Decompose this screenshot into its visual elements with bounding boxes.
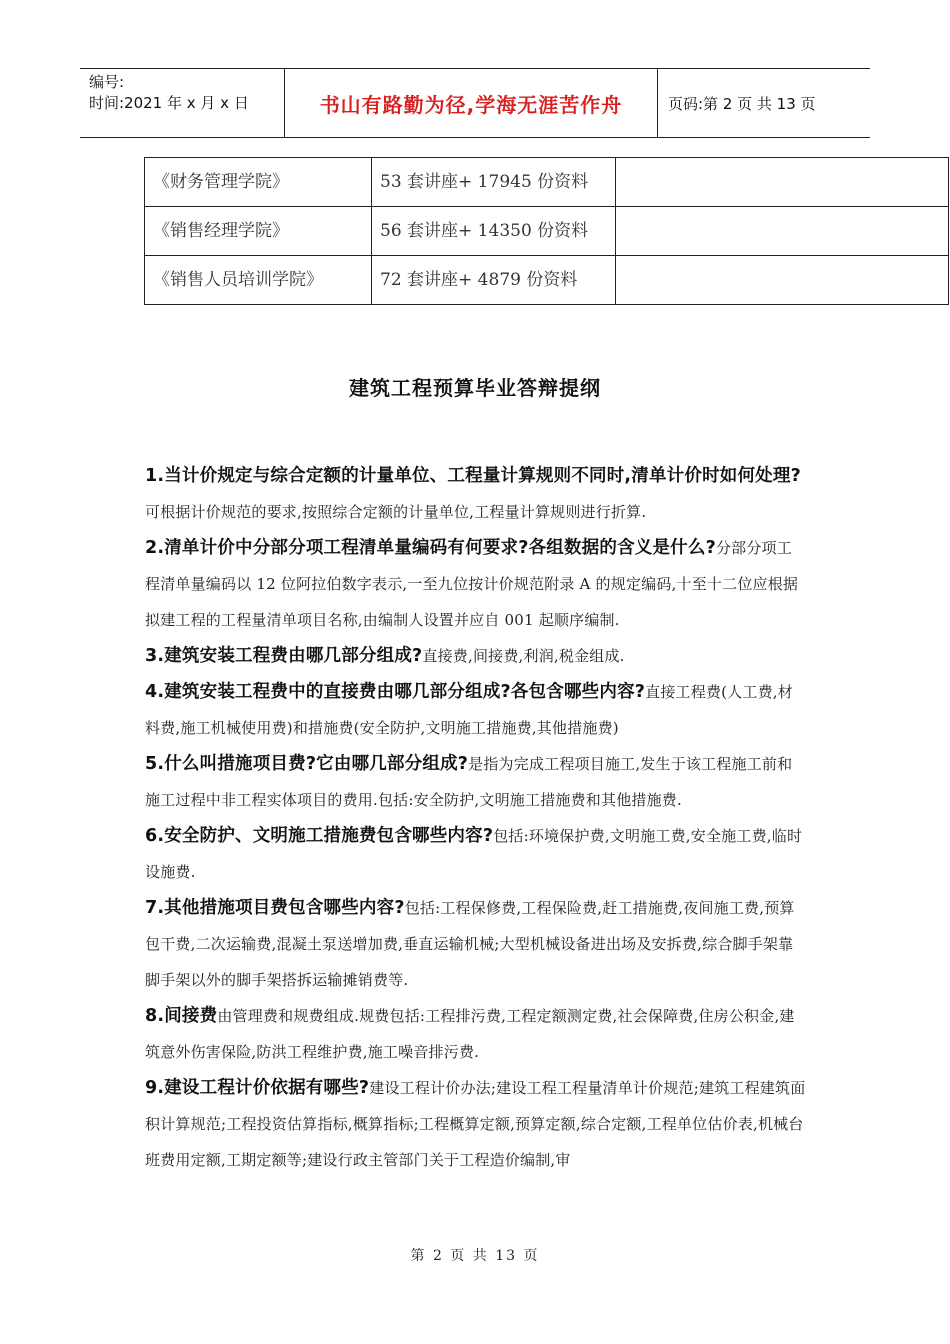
question: 3.建筑安装工程费由哪几部分组成? <box>145 646 423 666</box>
table-cell-name: 《销售人员培训学院》 <box>145 256 372 305</box>
table-row <box>145 256 949 305</box>
answer: 可根据计价规范的要求,按照综合定额的计量单位,工程量计算规则进行折算. <box>145 503 647 521</box>
question: 6.安全防护、文明施工措施费包含哪些内容? <box>145 826 494 846</box>
document-title: 建筑工程预算毕业答辩提纲 <box>349 376 601 400</box>
answer: 建设工程计价办法;建设工程工程量清单计价规范;建筑工程建筑面积计算规范;工程投资估算指标,概算指标;工程概算定额,预算定额,综合定额,工程单位估价表,机械台班费用定额,工期定额等;建设行政主管部门关于工程造价编制,审 <box>145 1079 806 1169</box>
question: 2.清单计价中分部分项工程清单量编码有何要求?各组数据的含义是什么? <box>145 538 716 558</box>
header-meta <box>80 69 284 137</box>
table-cell-count: 56 套讲座+ 14350 份资料 <box>372 207 616 256</box>
answer: 直接费,间接费,利润,税金组成. <box>422 647 625 665</box>
header-page-label: 页码:第 2 页 共 13 页 <box>668 94 816 113</box>
answer: 包括:环境保护费,文明施工费,安全施工费,临时设施费. <box>145 827 803 881</box>
table-cell-name: 《财务管理学院》 <box>145 158 372 207</box>
table-cell-name: 《销售经理学院》 <box>145 207 372 256</box>
qa-item <box>145 638 807 674</box>
question: 7.其他措施项目费包含哪些内容? <box>145 898 405 918</box>
table-cell-note <box>616 256 949 305</box>
qa-list <box>145 458 807 1178</box>
number-label: 编号: <box>89 73 125 91</box>
question: 4.建筑安装工程费中的直接费由哪几部分组成?各包含哪些内容? <box>145 682 646 702</box>
qa-item <box>145 458 807 530</box>
header-motto: 书山有路勤为径,学海无涯苦作舟 <box>284 69 658 137</box>
question: 9.建设工程计价依据有哪些? <box>145 1078 370 1098</box>
table-row <box>145 207 949 256</box>
question: 5.什么叫措施项目费?它由哪几部分组成? <box>145 754 469 774</box>
qa-item <box>145 998 807 1070</box>
page-footer: 第 2 页 共 13 页 <box>410 1248 540 1264</box>
qa-item <box>145 890 807 998</box>
table-cell-count: 53 套讲座+ 17945 份资料 <box>372 158 616 207</box>
question: 8.间接费 <box>145 1006 218 1026</box>
answer: 是指为完成工程项目施工,发生于该工程施工前和施工过程中非工程实体项目的费用.包括:安全防护,文明施工措施费和其他措施费. <box>145 755 793 809</box>
question: 1.当计价规定与综合定额的计量单位、工程量计算规则不同时,清单计价时如何处理? <box>145 466 801 486</box>
qa-item <box>145 674 807 746</box>
answer: 由管理费和规费组成.规费包括:工程排污费,工程定额测定费,社会保障费,住房公积金,建筑意外伤害保险,防洪工程维护费,施工噪音排污费. <box>145 1007 795 1061</box>
qa-item <box>145 818 807 890</box>
table-cell-count: 72 套讲座+ 4879 份资料 <box>372 256 616 305</box>
resource-table <box>144 157 949 305</box>
table-cell-note <box>616 207 949 256</box>
answer: 包括:工程保修费,工程保险费,赶工措施费,夜间施工费,预算包干费,二次运输费,混凝土泵送增加费,垂直运输机械;大型机械设备进出场及安拆费,综合脚手架靠脚手架以外的脚手架搭拆运输摊销费等. <box>145 899 795 989</box>
qa-item <box>145 746 807 818</box>
page-header <box>80 68 870 138</box>
table-row <box>145 158 949 207</box>
qa-item <box>145 1070 807 1178</box>
table-cell-note <box>616 158 949 207</box>
qa-item <box>145 530 807 638</box>
answer: 分部分项工程清单量编码以 12 位阿拉伯数字表示,一至九位按计价规范附录 A 的规定编码,十至十二位应根据拟建工程的工程量清单项目名称,由编制人设置并应自 001 起顺序编制. <box>145 539 799 629</box>
time-label: 时间:2021 年 x 月 x 日 <box>89 94 249 112</box>
answer: 直接工程费(人工费,材料费,施工机械使用费)和措施费(安全防护,文明施工措施费,其他措施费) <box>145 683 793 737</box>
